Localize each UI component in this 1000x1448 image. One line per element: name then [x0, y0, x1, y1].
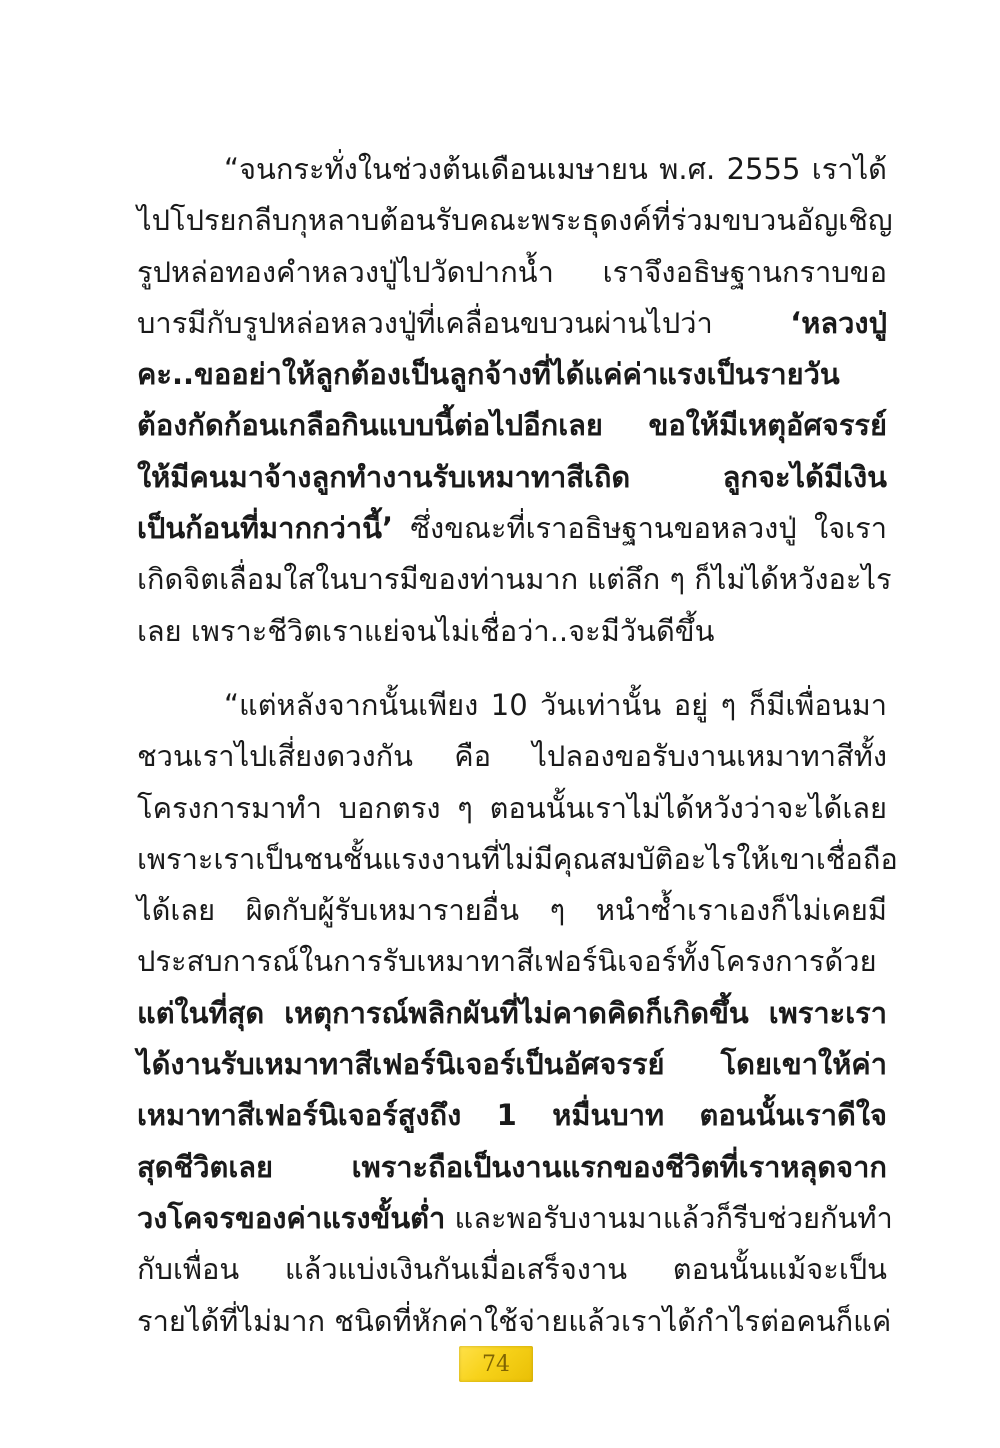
- body-text: โครงการมาทำ บอกตรง ๆ ตอนนั้นเราไม่ได้หวังว่าจะได้เลย: [137, 790, 887, 825]
- text-line: [137, 452, 887, 503]
- text-line: [137, 885, 887, 936]
- text-line: [137, 503, 887, 554]
- text-line: [137, 680, 887, 731]
- text-line: [137, 1193, 893, 1244]
- body-text: กับเพื่อน แล้วแบ่งเงินกันเมื่อเสร็จงาน ตอนนั้นแม้จะเป็น: [137, 1252, 887, 1287]
- bold-text: ได้งานรับเหมาทาสีเฟอร์นิเจอร์เป็นอัศจรรย์ โดยเขาให้ค่า: [137, 1047, 887, 1082]
- body-text: เพราะเราเป็นชนชั้นแรงงานที่ไม่มีคุณสมบัติอะไรให้เขาเชื่อถือ: [137, 841, 898, 876]
- text-line: [137, 1296, 892, 1347]
- text-line: [137, 1142, 887, 1193]
- body-text: รายได้ที่ไม่มาก ชนิดที่หักค่าใช้จ่ายแล้วเราได้กำไรต่อคนก็แค่: [137, 1303, 892, 1338]
- body-text: ไปโปรยกลีบกุหลาบต้อนรับคณะพระธุดงค์ที่ร่วมขบวนอัญเชิญ: [137, 203, 893, 238]
- text-line: [137, 1244, 887, 1295]
- bold-text: เป็นก้อนที่มากกว่านี้’: [137, 511, 393, 546]
- body-text: ซึ่งขณะที่เราอธิษฐานขอหลวงปู่ ใจเรา: [393, 511, 887, 546]
- text-line: [137, 298, 887, 349]
- paragraph-2: [137, 680, 898, 1347]
- bold-text: เหมาทาสีเฟอร์นิเจอร์สูงถึง 1 หมื่นบาท ตอนนั้นเราดีใจ: [137, 1098, 887, 1133]
- text-line: [137, 1090, 887, 1141]
- page-number-badge: [459, 1346, 533, 1382]
- body-text: ชวนเราไปเสี่ยงดวงกัน คือ ไปลองขอรับงานเหมาทาสีทั้ง: [137, 739, 887, 774]
- body-text: “จนกระทั่งในช่วงต้นเดือนเมษายน พ.ศ. 2555 เราได้: [224, 152, 887, 186]
- body-text: เกิดจิตเลื่อมใสในบารมีของท่านมาก แต่ลึก ๆ ก็ไม่ได้หวังอะไร: [137, 562, 892, 597]
- body-text: ประสบการณ์ในการรับเหมาทาสีเฟอร์นิเจอร์ทั้งโครงการด้วย: [137, 944, 877, 979]
- text-line: [137, 834, 898, 885]
- text-line: [137, 1039, 887, 1090]
- bold-text: วงโคจรของค่าแรงขั้นต่ำ: [137, 1200, 446, 1235]
- body-text: เลย เพราะชีวิตเราแย่จนไม่เชื่อว่า..จะมีวันดีขึ้น: [137, 613, 715, 648]
- body-text: และพอรับงานมาแล้วก็รีบช่วยกันทำ: [445, 1200, 893, 1235]
- bold-text: คะ..ขออย่าให้ลูกต้องเป็นลูกจ้างที่ได้แค่ค่าแรงเป็นรายวัน: [137, 357, 840, 392]
- text-line: [137, 936, 887, 987]
- text-line: [137, 554, 892, 605]
- text-line: [137, 988, 887, 1039]
- bold-text: แต่ในที่สุด เหตุการณ์พลิกผันที่ไม่คาดคิดก็เกิดขึ้น เพราะเรา: [137, 995, 887, 1030]
- text-line: [137, 606, 887, 657]
- bold-text: ต้องกัดก้อนเกลือกินแบบนี้ต่อไปอีกเลย ขอให้มีเหตุอัศจรรย์: [137, 408, 887, 443]
- text-line: [137, 144, 887, 195]
- paragraph-1: [137, 144, 893, 657]
- bold-text: ‘หลวงปู่: [790, 305, 887, 340]
- body-text: ได้เลย ผิดกับผู้รับเหมารายอื่น ๆ หนำซ้ำเราเองก็ไม่เคยมี: [137, 893, 887, 928]
- body-text: “แต่หลังจากนั้นเพียง 10 วันเท่านั้น อยู่ ๆ ก็มีเพื่อนมา: [224, 688, 887, 722]
- text-line: [137, 247, 887, 298]
- text-line: [137, 731, 887, 782]
- text-line: [137, 783, 887, 834]
- bold-text: สุดชีวิตเลย เพราะถือเป็นงานแรกของชีวิตที่เราหลุดจาก: [137, 1149, 887, 1184]
- body-text: บารมีกับรูปหล่อหลวงปู่ที่เคลื่อนขบวนผ่านไปว่า: [137, 305, 791, 340]
- text-line: [137, 400, 887, 451]
- text-line: [137, 349, 887, 400]
- bold-text: ให้มีคนมาจ้างลูกทำงานรับเหมาทาสีเถิด ลูกจะได้มีเงิน: [137, 459, 887, 494]
- page-number: 74: [482, 1351, 510, 1377]
- body-text: รูปหล่อทองคำหลวงปู่ไปวัดปากน้ำ เราจึงอธิษฐานกราบขอ: [137, 254, 887, 289]
- text-line: [137, 195, 893, 246]
